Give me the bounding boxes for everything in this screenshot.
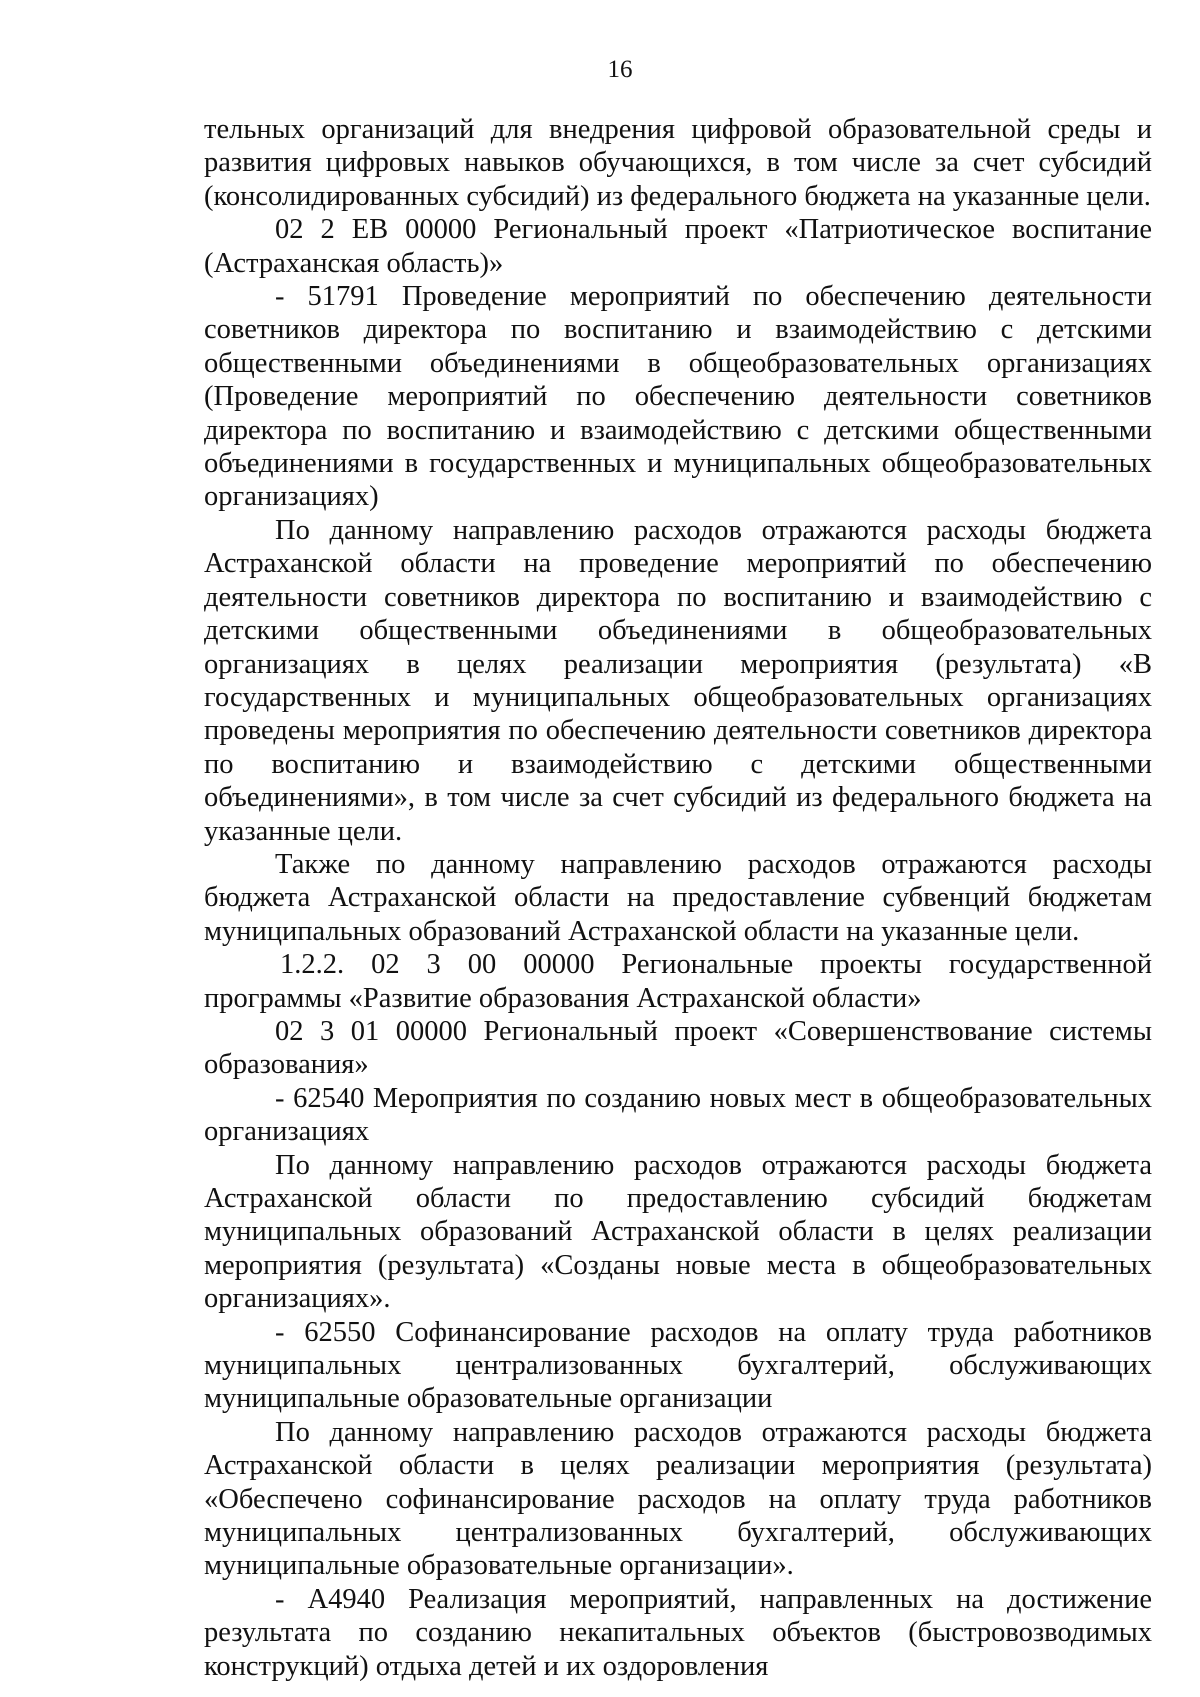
paragraph-description-62550: По данному направлению расходов отражаются расходы бюджета Астраханской области в целях реализации мероприятия (результата) «Обеспечено софинансирование расходов на оплату труда работников муниципальных централизованных бухгалтерий, обслуживающих муниципальные образовательные организации». [204,1416,1152,1582]
page-number: 16 [607,56,633,83]
paragraph-item-51791: - 51791 Проведение мероприятий по обеспечению деятельности советников директора по воспитанию и взаимодействию с детскими общественными объединениями в общеобразовательных организациях (Проведение мероприятий по обеспечению деятельности советников директора по воспитанию и взаимодействию с детскими общественными объединениями в государственных и муниципальных общеобразовательных организациях) [204,281,1152,513]
paragraph-project-heading-education-system: 02 3 01 00000 Региональный проект «Совершенствование системы образования» [204,1015,1152,1081]
paragraph-continuation: тельных организаций для внедрения цифровой образовательной среды и развития цифровых навыков обучающихся, в том числе за счет субсидий (консолидированных субсидий) из федерального бюджета на указанные цели. [204,114,1152,212]
paragraph-item-62540: - 62540 Мероприятия по созданию новых мест в общеобразовательных организациях [204,1082,1152,1148]
document-body [204,113,1152,1683]
paragraph-item-a4940: - А4940 Реализация мероприятий, направленных на достижение результата по созданию некапитальных объектов (быстровозводимых конструкций) отдыха детей и их оздоровления [204,1583,1152,1682]
paragraph-description-51791: По данному направлению расходов отражаются расходы бюджета Астраханской области на проведение мероприятий по обеспечению деятельности советников директора по воспитанию и взаимодействию с детскими общественными объединениями в общеобразовательных организациях в целях реализации мероприятия (результата) «В государственных и муниципальных общеобразовательных организациях проведены мероприятия по обеспечению деятельности советников директора по воспитанию и взаимодействию с детскими общественными объединениями», в том числе за счет субсидий из федерального бюджета на указанные цели. [204,514,1152,847]
paragraph-section-1-2-2: 1.2.2. 02 3 00 00000 Региональные проекты государственной программы «Развитие образования Астраханской области» [204,949,1152,1014]
paragraph-project-heading-patriotic: 02 2 ЕВ 00000 Региональный проект «Патриотическое воспитание (Астраханская область)» [204,214,1152,279]
paragraph-description-51791-subventions: Также по данному направлению расходов отражаются расходы бюджета Астраханской области на предоставление субвенций бюджетам муниципальных образований Астраханской области на указанные цели. [204,848,1152,947]
paragraph-item-62550: - 62550 Софинансирование расходов на оплату труда работников муниципальных централизованных бухгалтерий, обслуживающих муниципальные образовательные организации [204,1316,1152,1415]
paragraph-description-62540: По данному направлению расходов отражаются расходы бюджета Астраханской области по предоставлению субсидий бюджетам муниципальных образований Астраханской области в целях реализации мероприятия (результата) «Созданы новые места в общеобразовательных организациях». [204,1149,1152,1315]
